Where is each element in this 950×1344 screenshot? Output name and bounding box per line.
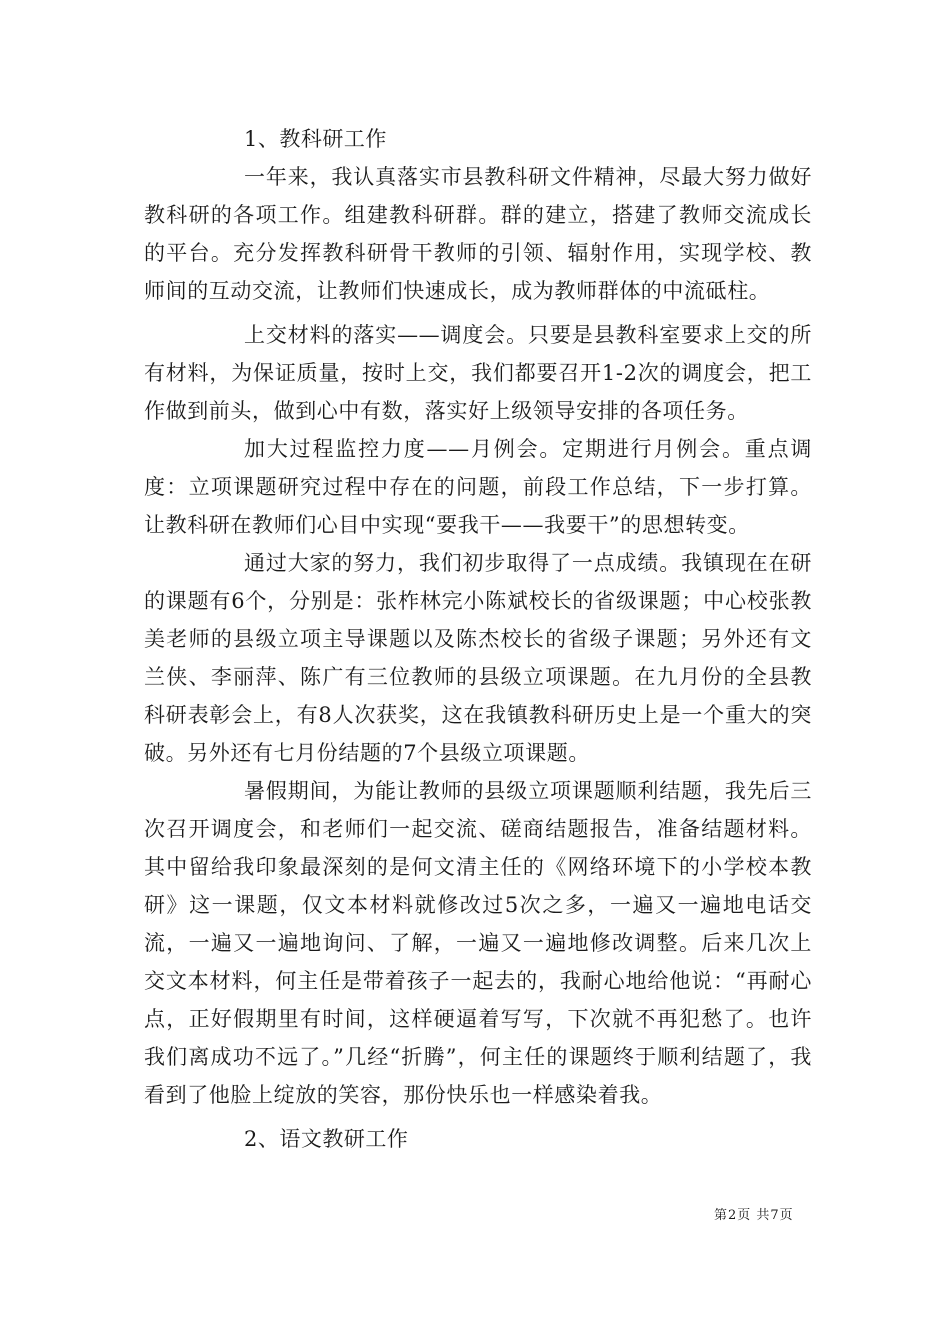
paragraph: 加大过程监控力度——月例会。定期进行月例会。重点调度：立项课题研究过程中存在的问题，前段工作总结，下一步打算。让教科研在教师们心目中实现“要我干——我要干”的思想转变。	[144, 437, 812, 537]
paragraph: 上交材料的落实——调度会。只要是县教科室要求上交的所有材料，为保证质量，按时上交，我们都要召开1-2次的调度会，把工作做到前头，做到心中有数，落实好上级领导安排的各项任务。	[144, 323, 812, 423]
paragraph: 一年来，我认真落实市县教科研文件精神，尽最大努力做好教科研的各项工作。组建教科研群。群的建立，搭建了教师交流成长的平台。充分发挥教科研骨干教师的引领、辐射作用，实现学校、教师间的互动交流，让教师们快速成长，成为教师群体的中流砥柱。	[144, 165, 812, 303]
paragraph: 通过大家的努力，我们初步取得了一点成绩。我镇现在在研的课题有6个，分别是：张柞林完小陈斌校长的省级课题；中心校张教美老师的县级立项主导课题以及陈杰校长的省级子课题；另外还有文兰侠、李丽萍、陈广有三位教师的县级立项课题。在九月份的全县教科研表彰会上，有8人次获奖，这在我镇教科研历史上是一个重大的突破。另外还有七月份结题的7个县级立项课题。	[144, 551, 812, 765]
page-number: 第2页 共7页	[714, 1208, 794, 1223]
document-body	[144, 120, 812, 1158]
paragraph: 暑假期间，为能让教师的县级立项课题顺利结题，我先后三次召开调度会，和老师们一起交流、磋商结题报告，准备结题材料。其中留给我印象最深刻的是何文清主任的《网络环境下的小学校本教研》这一课题，仅文本材料就修改过5次之多，一遍又一遍地电话交流，一遍又一遍地询问、了解，一遍又一遍地修改调整。后来几次上交文本材料，何主任是带着孩子一起去的，我耐心地给他说：“再耐心点，正好假期里有时间，这样硬逼着写写，下次就不再犯愁了。也许我们离成功不远了。”几经“折腾”，何主任的课题终于顺利结题了，我看到了他脸上绽放的笑容，那份快乐也一样感染着我。	[144, 779, 812, 1107]
section-heading: 1、教科研工作	[244, 127, 387, 151]
section-heading: 2、语文教研工作	[244, 1127, 409, 1151]
